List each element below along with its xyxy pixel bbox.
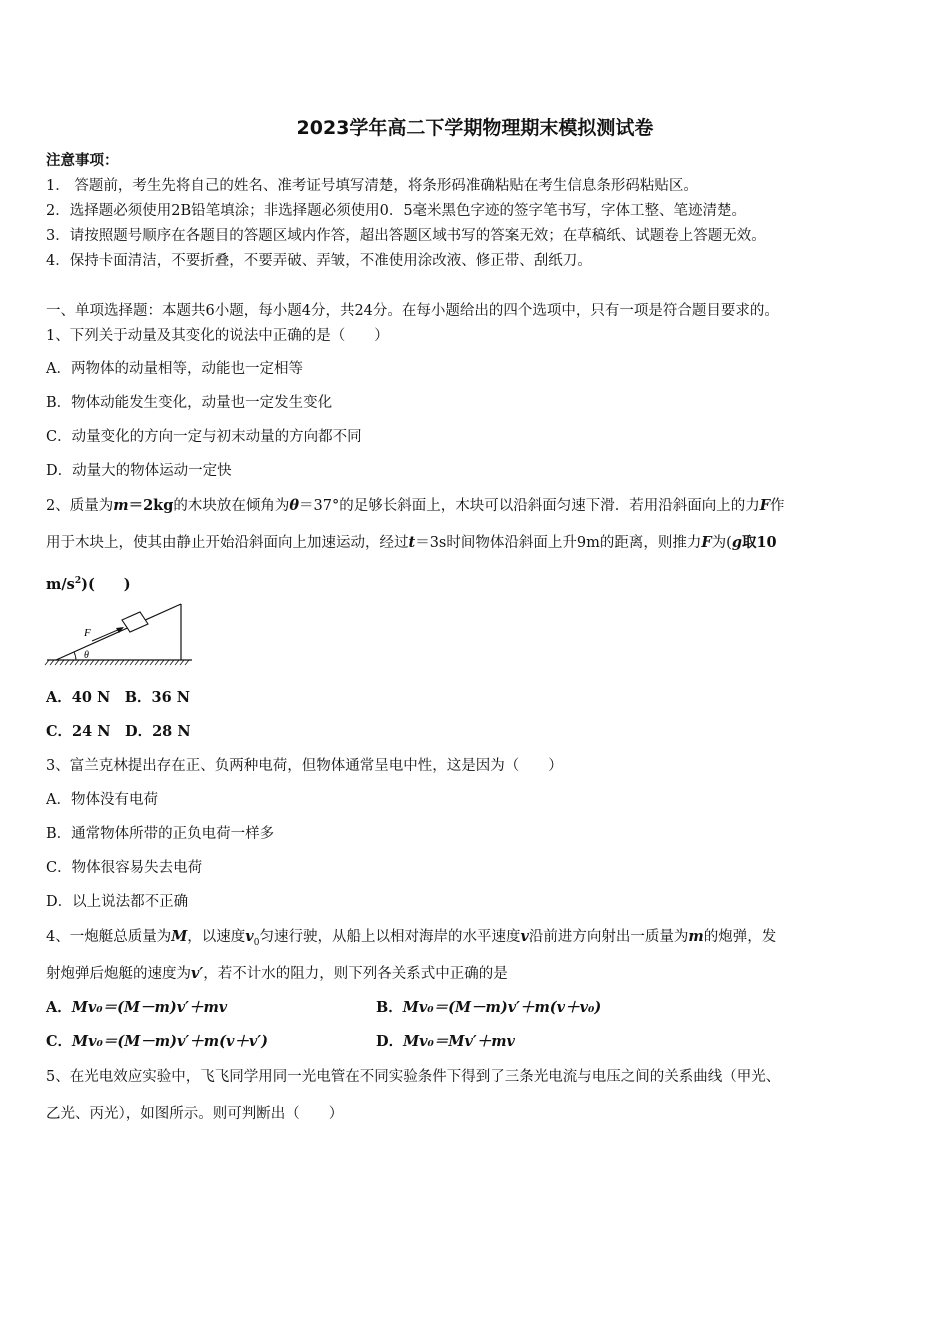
question-1-option-d: D．动量大的物体运动一定快: [46, 463, 232, 479]
section-heading: 一、单项选择题：本题共6小题，每小题4分，共24分。在每小题给出的四个选项中，只有一项是符合题目要求的。: [46, 303, 779, 319]
notice-item-3: 3．请按照题号顺序在各题目的答题区域内作答，超出答题区域书写的答案无效；在草稿纸、试题卷上答题无效。: [46, 228, 766, 244]
question-3-option-a: A．物体没有电荷: [46, 792, 158, 808]
question-1-option-c: C．动量变化的方向一定与初末动量的方向都不同: [46, 429, 362, 445]
question-2-line-1: [46, 496, 785, 516]
q4-option-a-formula: Mv₀＝(M－m)v′＋mv: [71, 999, 228, 1016]
question-2-options-ab: A．40 N B．36 N: [46, 689, 190, 706]
question-3-option-d: D．以上说法都不正确: [46, 894, 189, 910]
q2-var-t: t: [408, 534, 416, 551]
q2-paren: )( ): [81, 575, 131, 593]
question-3-stem: 3、富兰克林提出存在正、负两种电荷，但物体通常呈电中性，这是因为（ ）: [46, 758, 563, 774]
question-4-line-2: [46, 964, 508, 984]
question-2-options-cd: C．24 N D．28 N: [46, 723, 191, 740]
q2-text: ＝3s时间物体沿斜面上升9m的距离，则推力: [415, 535, 702, 551]
notice-heading: 注意事项：: [46, 152, 119, 169]
force-label: F: [84, 627, 91, 639]
question-1-option-b: B．物体动能发生变化，动量也一定发生变化: [46, 395, 333, 411]
q4-option-d-label: D．: [376, 1033, 404, 1050]
q2-unit-exponent: 2: [74, 576, 82, 586]
question-1-stem: 1、下列关于动量及其变化的说法中正确的是（ ）: [46, 328, 389, 344]
notice-item-2: 2．选择题必须使用2B铅笔填涂；非选择题必须使用0．5毫米黑色字迹的签字笔书写，字体工整、笔迹清楚。: [46, 203, 747, 219]
question-2-line-2: [46, 533, 777, 553]
q2-var-g: g: [731, 534, 742, 551]
q2-unit: m/s: [46, 575, 75, 593]
q4-var-m: m: [688, 928, 704, 945]
q4-text: 4、一炮艇总质量为: [46, 929, 172, 945]
q2-var-F: F: [701, 534, 712, 551]
question-2-line-3: [46, 571, 131, 595]
q2-text: 用于木块上，使其由静止开始沿斜面向上加速运动，经过: [46, 535, 409, 551]
q4-var-v0: v: [245, 928, 254, 945]
q4-text: ，若不计水的阻力，则下列各关系式中正确的是: [203, 966, 508, 982]
incline-diagram: [44, 598, 196, 668]
ground-hatching: [45, 660, 189, 665]
q2-text: 的木块放在倾角为: [173, 498, 290, 514]
q2-var-F: F: [759, 497, 771, 514]
angle-label: θ: [84, 650, 89, 661]
q4-text: 的炮弹，发: [703, 929, 777, 945]
question-3-option-b: B．通常物体所带的正负电荷一样多: [46, 826, 275, 842]
q2-var-theta: θ: [289, 497, 300, 514]
q4-text: 匀速行驶，从船上以相对海岸的水平速度: [259, 929, 521, 945]
q2-text: ＝37°的足够长斜面上，木块可以沿斜面匀速下滑．若用沿斜面向上的力: [299, 498, 760, 514]
question-4-option-d: [376, 1032, 515, 1052]
q4-text: ，以速度: [187, 929, 246, 945]
q2-text: 取10: [741, 534, 777, 551]
q4-var-v0-subscript: 0: [253, 937, 260, 948]
q4-option-c-formula: Mv₀＝(M－m)v′＋m(v＋v′): [72, 1033, 268, 1050]
q4-option-b-label: B．: [376, 999, 403, 1016]
question-5-line-1: 5、在光电效应实验中，飞飞同学用同一光电管在不同实验条件下得到了三条光电流与电压之间的关系曲线（甲光、: [46, 1069, 781, 1085]
angle-arc: [74, 652, 76, 660]
question-4-option-a: [46, 998, 227, 1018]
q2-text: 为(: [711, 535, 732, 551]
q4-var-vprime: v′: [191, 965, 204, 982]
notice-item-1: 1． 答题前，考生先将自己的姓名、准考证号填写清楚，将条形码准确粘贴在考生信息条形码粘贴区。: [46, 178, 698, 194]
q4-var-v: v: [520, 928, 529, 945]
q2-text: 2、质量为: [46, 498, 114, 514]
q4-option-a-label: A．: [46, 999, 72, 1016]
question-1-option-a: A．两物体的动量相等，动能也一定相等: [46, 361, 303, 377]
q4-text: 沿前进方向射出一质量为: [528, 929, 689, 945]
question-3-option-c: C．物体很容易失去电荷: [46, 860, 203, 876]
q2-var-m: m: [113, 497, 129, 514]
q4-text: 射炮弹后炮艇的速度为: [46, 966, 191, 982]
q2-mass-value: ＝2kg: [128, 497, 174, 514]
q4-var-M: M: [171, 928, 188, 945]
question-4-line-1: [46, 927, 776, 953]
page-title: 2023学年高二下学期物理期末模拟测试卷: [296, 117, 654, 139]
force-arrow-shaft: [92, 629, 120, 641]
q4-option-b-formula: Mv₀＝(M－m)v′＋m(v＋v₀): [402, 999, 602, 1016]
q4-option-d-formula: Mv₀＝Mv′＋mv: [403, 1033, 515, 1050]
question-4-option-b: [376, 998, 601, 1018]
question-4-option-c: [46, 1032, 268, 1052]
notice-item-4: 4．保持卡面清洁，不要折叠，不要弄破、弄皱，不准使用涂改液、修正带、刮纸刀。: [46, 253, 592, 269]
q4-option-c-label: C．: [46, 1033, 73, 1050]
q2-text: 作: [770, 498, 785, 514]
question-5-line-2: 乙光、丙光），如图所示。则可判断出（ ）: [46, 1106, 344, 1122]
